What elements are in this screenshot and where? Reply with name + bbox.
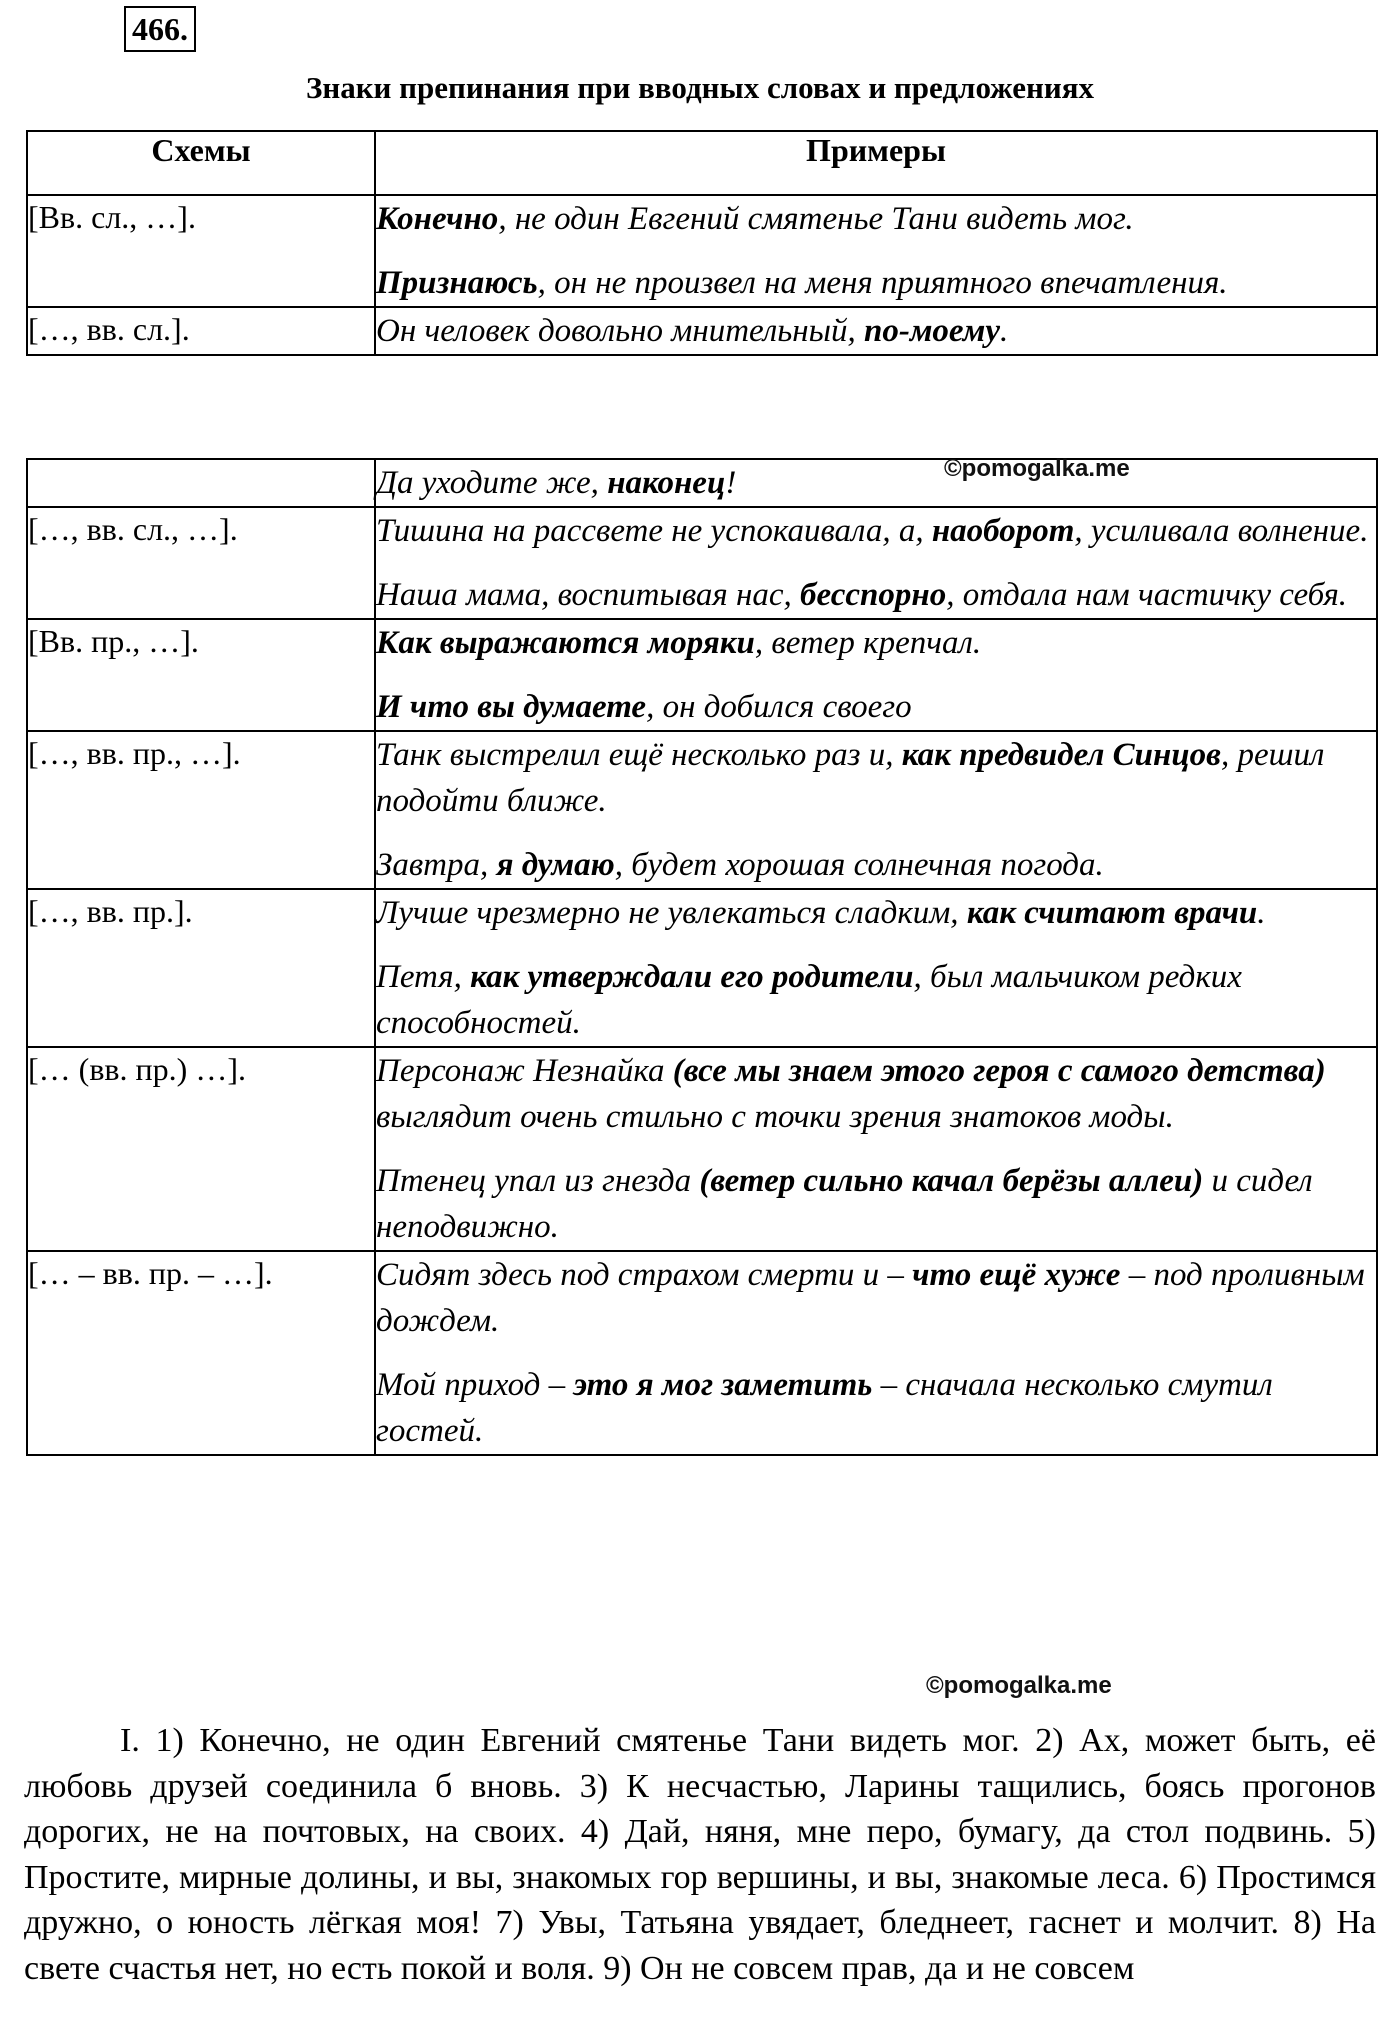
introductory-phrase: это я мог заметить [573,1367,873,1403]
introductory-phrase: наоборот [931,513,1075,549]
example-sentence [376,1048,1376,1140]
table-row [27,507,1377,619]
examples-cell [375,619,1377,731]
examples-cell [375,307,1377,355]
sentence-fragment: – сначала несколько смутил гостей. [376,1367,1273,1449]
example-sentence [376,620,1376,666]
example-sentence [376,684,1376,730]
sentence-fragment: выглядит очень стильно с точки зрения знатоков моды. [376,1099,1174,1135]
sentence-fragment: и сидел неподвижно. [376,1163,1313,1245]
scheme-cell: […, вв. сл., …]. [27,507,375,619]
column-header-schemes: Схемы [27,131,375,195]
watermark: ©pomogalka.me [926,1672,1112,1699]
sentence-fragment: , будет хорошая солнечная погода. [614,847,1104,883]
example-sentence [376,954,1376,1046]
examples-cell [375,889,1377,1047]
introductory-phrase: Конечно [376,201,499,237]
sentence-fragment: Лучше чрезмерно не увлекаться сладким, [376,895,967,931]
example-sentence [376,508,1376,554]
sentence-fragment: Птенец упал из гнезда [376,1163,700,1199]
sentence-fragment: Персонаж Незнайка [376,1053,673,1089]
punctuation-table-part-2 [26,458,1378,1456]
exercise-number: 466. [124,6,196,52]
sentence-fragment: Мой приход – [376,1367,574,1403]
sentence-fragment: , он не произвел на меня приятного впечатления. [537,265,1228,301]
sentence-fragment: Да уходите же, [376,465,608,501]
exercise-text: I. 1) Конечно, не один Евгений смятенье Тани видеть мог. 2) Ах, может быть, её любовь друзей соединила б вновь. 3) К несчастью, Ларины тащились, боясь прогонов дорогих, не на почтовых, на своих. 4) Дай, няня, мне перо, бумагу, да стол подвинь. 5) Простите, мирные долины, и вы, знакомых гор вершины, и вы, знакомые леса. 6) Простимся дружно, о юность лёгкая моя! 7) Увы, Татьяна увядает, бледнеет, гаснет и молчит. 8) На свете счастья нет, но есть покой и воля. 9) Он не совсем прав, да и не совсем [24,1722,1376,1987]
sentence-fragment: Танк выстрелил ещё несколько раз и, [376,737,902,773]
table-row [27,307,1377,355]
sentence-fragment: , усиливала волнение. [1074,513,1369,549]
sentence-fragment: Он человек довольно мнительный, [376,313,864,349]
example-sentence [376,1362,1376,1454]
examples-cell [375,195,1377,307]
sentence-fragment: , не один Евгений смятенье Тани видеть мог. [498,201,1134,237]
introductory-phrase: Как выражаются моряки [376,625,755,661]
scheme-cell: [… – вв. пр. – …]. [27,1251,375,1455]
example-sentence [376,572,1376,618]
sentence-fragment: , ветер крепчал. [754,625,982,661]
table-row [27,1047,1377,1251]
sentence-fragment: , решил подойти ближе. [376,737,1325,819]
introductory-phrase: как утверждали его родители [470,959,914,995]
introductory-phrase: (ветер сильно качал берёзы аллеи) [699,1163,1204,1199]
watermark: ©pomogalka.me [944,455,1130,482]
sentence-fragment: , отдала нам частичку себя. [946,577,1348,613]
example-sentence [376,460,1376,506]
example-sentence [376,890,1376,936]
example-sentence [376,1252,1376,1344]
examples-cell [375,1047,1377,1251]
table-row [27,731,1377,889]
example-sentence [376,732,1376,824]
sentence-fragment: Завтра, [376,847,497,883]
introductory-phrase: как считают врачи [966,895,1258,931]
sentence-fragment: , был мальчиком редких способностей. [376,959,1242,1041]
examples-cell [375,731,1377,889]
scheme-cell [27,459,375,507]
sentence-fragment: , он добился своего [646,689,912,725]
sentence-fragment: – под проливным дождем. [376,1257,1365,1339]
introductory-phrase: что ещё хуже [912,1257,1121,1293]
scheme-cell: […, вв. пр.]. [27,889,375,1047]
introductory-phrase: наконец [607,465,726,501]
sentence-fragment: Наша мама, воспитывая нас, [376,577,801,613]
introductory-phrase: я думаю [496,847,615,883]
sentence-fragment: Петя, [376,959,471,995]
scheme-cell: […, вв. пр., …]. [27,731,375,889]
scheme-cell: […, вв. сл.]. [27,307,375,355]
example-sentence [376,308,1376,354]
sentence-fragment: . [1257,895,1266,931]
scheme-cell: [Вв. пр., …]. [27,619,375,731]
sentence-fragment: Сидят здесь под страхом смерти и – [376,1257,913,1293]
table-row [27,889,1377,1047]
table-row [27,1251,1377,1455]
punctuation-table-part-1 [26,130,1378,356]
examples-cell [375,1251,1377,1455]
example-sentence [376,196,1376,242]
table-row [27,459,1377,507]
column-header-examples: Примеры [375,131,1377,195]
example-sentence [376,260,1376,306]
table-row [27,195,1377,307]
scheme-cell: [Вв. сл., …]. [27,195,375,307]
example-sentence [376,842,1376,888]
introductory-phrase: Признаюсь [376,265,538,301]
page-title: Знаки препинания при вводных словах и предложениях [305,70,1095,105]
examples-cell [375,507,1377,619]
sentence-fragment: ! [725,465,737,501]
introductory-phrase: как предвидел Синцов [901,737,1221,773]
sentence-fragment: . [1000,313,1009,349]
examples-cell [375,459,1377,507]
example-sentence [376,1158,1376,1250]
introductory-phrase: бесспорно [800,577,947,613]
sentence-fragment: Тишина на рассвете не успокаивала, а, [376,513,932,549]
table-row [27,619,1377,731]
scheme-cell: [… (вв. пр.) …]. [27,1047,375,1251]
introductory-phrase: И что вы думаете [376,689,647,725]
introductory-phrase: по-моему [863,313,1001,349]
introductory-phrase: (все мы знаем этого героя с самого детства) [672,1053,1326,1089]
